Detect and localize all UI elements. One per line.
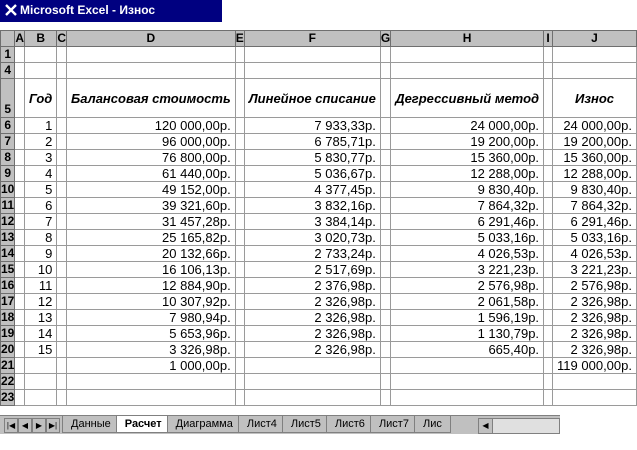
cell-degressive[interactable]: 9 830,40р. xyxy=(391,182,544,198)
column-header-B[interactable]: B xyxy=(25,31,57,47)
cell[interactable] xyxy=(544,182,553,198)
header-depreciation[interactable]: Износ xyxy=(553,79,637,118)
cell[interactable] xyxy=(57,63,67,79)
cell-residual-value[interactable]: 1 000,00р. xyxy=(67,358,236,374)
cell-depreciation[interactable]: 6 291,46р. xyxy=(553,214,637,230)
cell[interactable] xyxy=(57,79,67,118)
cell-degressive[interactable]: 6 291,46р. xyxy=(391,214,544,230)
cell-degressive[interactable]: 7 864,32р. xyxy=(391,198,544,214)
cell[interactable] xyxy=(553,390,637,406)
cell-degressive[interactable]: 2 576,98р. xyxy=(391,278,544,294)
table-row xyxy=(1,358,637,374)
cell[interactable] xyxy=(15,358,25,374)
cell[interactable] xyxy=(244,358,380,374)
cell-book-value[interactable]: 16 106,13р. xyxy=(67,262,236,278)
row-header[interactable]: 4 xyxy=(1,63,15,79)
cell[interactable] xyxy=(57,390,67,406)
cell[interactable] xyxy=(544,390,553,406)
cell[interactable] xyxy=(57,182,67,198)
table-row xyxy=(1,390,637,406)
select-all-corner[interactable] xyxy=(1,31,15,47)
cell[interactable] xyxy=(244,374,380,390)
cell[interactable] xyxy=(380,278,390,294)
row-header[interactable]: 10 xyxy=(1,182,15,196)
row-header[interactable]: 1 xyxy=(1,47,15,63)
cell[interactable] xyxy=(57,214,67,230)
cell[interactable] xyxy=(15,198,25,214)
sheet-tab[interactable]: Лис xyxy=(414,416,451,433)
cell[interactable] xyxy=(380,150,390,166)
cell-linear[interactable]: 2 376,98р. xyxy=(244,278,380,294)
table-row xyxy=(1,230,637,246)
cell[interactable] xyxy=(57,262,67,278)
cell[interactable] xyxy=(235,214,244,230)
sheet-tabs xyxy=(62,416,447,434)
cell[interactable] xyxy=(235,134,244,150)
cell-book-value[interactable]: 10 307,92р. xyxy=(67,294,236,310)
sheet-tab[interactable]: Лист5 xyxy=(282,416,330,433)
cell-depreciation[interactable]: 2 326,98р. xyxy=(553,326,637,342)
cell-book-value[interactable]: 20 132,66р. xyxy=(67,246,236,262)
cell-year[interactable]: 15 xyxy=(25,342,57,358)
cell[interactable] xyxy=(391,47,544,63)
cell[interactable] xyxy=(244,390,380,406)
cell[interactable] xyxy=(57,246,67,262)
cell-book-value[interactable]: 49 152,00р. xyxy=(67,182,236,198)
cell-degressive[interactable]: 2 061,58р. xyxy=(391,294,544,310)
cell[interactable] xyxy=(380,63,390,79)
cell[interactable] xyxy=(57,118,67,134)
cell[interactable] xyxy=(15,134,25,150)
cell-year[interactable]: 1 xyxy=(25,118,57,134)
table-row xyxy=(1,134,637,150)
cell[interactable] xyxy=(57,166,67,182)
cell-linear[interactable]: 3 832,16р. xyxy=(244,198,380,214)
row-header[interactable]: 5 xyxy=(1,79,15,118)
sheet-tab[interactable]: Лист6 xyxy=(326,416,374,433)
cell[interactable] xyxy=(380,79,390,118)
header-year[interactable]: Год xyxy=(25,79,57,118)
cell-linear[interactable]: 2 326,98р. xyxy=(244,310,380,326)
cell[interactable] xyxy=(235,246,244,262)
cell[interactable] xyxy=(235,358,244,374)
cell[interactable] xyxy=(235,198,244,214)
cell-year[interactable]: 7 xyxy=(25,214,57,230)
cell[interactable] xyxy=(553,47,637,63)
row-header[interactable]: 18 xyxy=(1,310,15,324)
cell[interactable] xyxy=(544,246,553,262)
cell[interactable] xyxy=(244,47,380,63)
horizontal-scrollbar[interactable] xyxy=(478,418,560,434)
column-header-G[interactable]: G xyxy=(380,31,391,45)
cell[interactable] xyxy=(15,390,25,406)
cell[interactable] xyxy=(15,278,25,294)
row-header[interactable]: 19 xyxy=(1,326,15,340)
table-row xyxy=(1,182,637,198)
cell[interactable] xyxy=(25,374,57,390)
table-row xyxy=(1,262,637,278)
cell[interactable] xyxy=(235,63,244,79)
cell[interactable] xyxy=(235,390,244,406)
window-title: Microsoft Excel - Износ xyxy=(20,3,156,17)
cell-book-value[interactable]: 7 980,94р. xyxy=(67,310,236,326)
cell-linear[interactable]: 3 384,14р. xyxy=(244,214,380,230)
table-row xyxy=(1,150,637,166)
cell[interactable] xyxy=(67,390,236,406)
cell-depreciation[interactable]: 2 326,98р. xyxy=(553,310,637,326)
cell[interactable] xyxy=(380,230,390,246)
cell[interactable] xyxy=(544,166,553,182)
cell[interactable] xyxy=(57,310,67,326)
cell[interactable] xyxy=(235,166,244,182)
cell[interactable] xyxy=(544,374,553,390)
cell[interactable] xyxy=(544,294,553,310)
cell-depreciation[interactable]: 7 864,32р. xyxy=(553,198,637,214)
cell-book-value[interactable]: 61 440,00р. xyxy=(67,166,236,182)
cell[interactable] xyxy=(391,374,544,390)
cell-book-value[interactable]: 31 457,28р. xyxy=(67,214,236,230)
cell[interactable] xyxy=(57,294,67,310)
column-header-H[interactable]: H xyxy=(391,31,544,47)
cell[interactable] xyxy=(15,118,25,134)
cell[interactable] xyxy=(25,358,57,374)
cell-book-value[interactable]: 76 800,00р. xyxy=(67,150,236,166)
cell-depreciation[interactable]: 19 200,00р. xyxy=(553,134,637,150)
cell-total-depreciation[interactable]: 119 000,00р. xyxy=(553,358,637,374)
cell[interactable] xyxy=(57,198,67,214)
cell[interactable] xyxy=(15,79,25,118)
cell[interactable] xyxy=(544,262,553,278)
cell[interactable] xyxy=(380,47,390,63)
cell[interactable] xyxy=(15,63,25,79)
row-header[interactable]: 21 xyxy=(1,358,15,372)
cell-linear[interactable]: 6 785,71р. xyxy=(244,134,380,150)
column-header-A[interactable]: A xyxy=(15,31,25,45)
sheet-tab[interactable]: Лист4 xyxy=(238,416,286,433)
cell[interactable] xyxy=(235,278,244,294)
column-header-F[interactable]: F xyxy=(244,31,380,47)
cell-depreciation[interactable]: 12 288,00р. xyxy=(553,166,637,182)
cell[interactable] xyxy=(544,150,553,166)
cell[interactable] xyxy=(544,198,553,214)
header-book-value[interactable]: Балансовая стоимость xyxy=(67,79,236,118)
sheet-tab[interactable]: Данные xyxy=(62,416,120,433)
cell-linear[interactable]: 3 020,73р. xyxy=(244,230,380,246)
cell[interactable] xyxy=(15,246,25,262)
cell-year[interactable]: 10 xyxy=(25,262,57,278)
cell[interactable] xyxy=(380,134,390,150)
cell[interactable] xyxy=(25,390,57,406)
cell[interactable] xyxy=(67,63,236,79)
row-header[interactable]: 23 xyxy=(1,390,15,404)
cell[interactable] xyxy=(380,262,390,278)
cell-year[interactable]: 11 xyxy=(25,278,57,294)
cell-book-value[interactable]: 25 165,82р. xyxy=(67,230,236,246)
cell[interactable] xyxy=(57,278,67,294)
cell[interactable] xyxy=(380,390,390,406)
cell-linear[interactable]: 2 326,98р. xyxy=(244,342,380,358)
cell[interactable] xyxy=(380,214,390,230)
cell[interactable] xyxy=(25,63,57,79)
table-row xyxy=(1,294,637,310)
cell-degressive[interactable]: 3 221,23р. xyxy=(391,262,544,278)
scroll-left-icon[interactable]: ◀ xyxy=(479,419,493,433)
row-header[interactable]: 22 xyxy=(1,374,15,388)
cell[interactable] xyxy=(15,310,25,326)
cell-depreciation[interactable]: 2 576,98р. xyxy=(553,278,637,294)
cell-degressive[interactable]: 4 026,53р. xyxy=(391,246,544,262)
cell[interactable] xyxy=(57,326,67,342)
cell[interactable] xyxy=(57,134,67,150)
cell-linear[interactable]: 2 326,98р. xyxy=(244,326,380,342)
spreadsheet-grid[interactable] xyxy=(0,30,632,415)
cell[interactable] xyxy=(544,79,553,118)
cell[interactable] xyxy=(235,310,244,326)
row-header[interactable]: 16 xyxy=(1,278,15,292)
cell[interactable] xyxy=(15,214,25,230)
next-sheet-button[interactable]: ▶ xyxy=(32,418,46,433)
sheet-tab[interactable]: Лист7 xyxy=(370,416,418,433)
table-row xyxy=(1,278,637,294)
cell[interactable] xyxy=(380,118,390,134)
row-header[interactable]: 17 xyxy=(1,294,15,308)
cell[interactable] xyxy=(57,374,67,390)
row-header[interactable]: 14 xyxy=(1,246,15,260)
cell-degressive[interactable]: 19 200,00р. xyxy=(391,134,544,150)
first-sheet-button[interactable]: |◀ xyxy=(4,418,18,433)
cell-book-value[interactable]: 120 000,00р. xyxy=(67,118,236,134)
cell-linear[interactable]: 2 326,98р. xyxy=(244,294,380,310)
cell-linear[interactable]: 5 036,67р. xyxy=(244,166,380,182)
cell[interactable] xyxy=(15,342,25,358)
cell-year[interactable]: 14 xyxy=(25,326,57,342)
cell[interactable] xyxy=(544,118,553,134)
cell[interactable] xyxy=(391,390,544,406)
row-header[interactable]: 15 xyxy=(1,262,15,276)
cell[interactable] xyxy=(544,63,553,79)
cell[interactable] xyxy=(15,166,25,182)
cell[interactable] xyxy=(380,326,390,342)
cell[interactable] xyxy=(553,374,637,390)
cell-depreciation[interactable]: 3 221,23р. xyxy=(553,262,637,278)
cell[interactable] xyxy=(235,79,244,118)
row-header[interactable]: 11 xyxy=(1,198,15,212)
cell[interactable] xyxy=(15,294,25,310)
cell[interactable] xyxy=(235,230,244,246)
cell-linear[interactable]: 5 830,77р. xyxy=(244,150,380,166)
cell-degressive[interactable]: 1 130,79р. xyxy=(391,326,544,342)
cell-linear[interactable]: 4 377,45р. xyxy=(244,182,380,198)
cell[interactable] xyxy=(380,358,390,374)
cell[interactable] xyxy=(235,326,244,342)
header-degressive[interactable]: Дегрессивный метод xyxy=(391,79,544,118)
cell[interactable] xyxy=(57,150,67,166)
column-header-C[interactable]: C xyxy=(57,31,67,45)
sheet-tab[interactable]: Диаграмма xyxy=(167,416,242,433)
cell-degressive[interactable]: 1 596,19р. xyxy=(391,310,544,326)
row-header[interactable]: 7 xyxy=(1,134,15,150)
cell-depreciation[interactable]: 2 326,98р. xyxy=(553,342,637,358)
column-header-D[interactable]: D xyxy=(67,31,236,47)
cell[interactable] xyxy=(544,134,553,150)
cell[interactable] xyxy=(544,47,553,63)
cell[interactable] xyxy=(235,182,244,198)
cell[interactable] xyxy=(67,47,236,63)
column-header-I[interactable]: I xyxy=(544,31,553,47)
cell-book-value[interactable]: 3 326,98р. xyxy=(67,342,236,358)
row-header[interactable]: 12 xyxy=(1,214,15,228)
row-header[interactable]: 20 xyxy=(1,342,15,356)
cell-depreciation[interactable]: 2 326,98р. xyxy=(553,294,637,310)
cell-degressive[interactable]: 12 288,00р. xyxy=(391,166,544,182)
excel-logo-icon xyxy=(4,3,18,17)
cell-degressive[interactable]: 15 360,00р. xyxy=(391,150,544,166)
cell[interactable] xyxy=(544,310,553,326)
cell[interactable] xyxy=(235,118,244,134)
table-row xyxy=(1,166,637,182)
cell[interactable] xyxy=(544,358,553,374)
cell[interactable] xyxy=(380,310,390,326)
cell[interactable] xyxy=(15,374,25,390)
cell[interactable] xyxy=(380,342,390,358)
cell-year[interactable]: 6 xyxy=(25,198,57,214)
cell[interactable] xyxy=(15,230,25,246)
cell[interactable] xyxy=(57,230,67,246)
cell-book-value[interactable]: 39 321,60р. xyxy=(67,198,236,214)
row-header[interactable]: 8 xyxy=(1,150,15,166)
cell[interactable] xyxy=(15,262,25,278)
cell-year[interactable]: 4 xyxy=(25,166,57,182)
cell[interactable] xyxy=(380,294,390,310)
table-row xyxy=(1,118,637,134)
cell-book-value[interactable]: 12 884,90р. xyxy=(67,278,236,294)
table-row xyxy=(1,198,637,214)
table-row xyxy=(1,214,637,230)
cell-year[interactable]: 9 xyxy=(25,246,57,262)
cell[interactable] xyxy=(544,230,553,246)
cell-linear[interactable]: 2 733,24р. xyxy=(244,246,380,262)
cell[interactable] xyxy=(544,326,553,342)
column-header-J[interactable]: J xyxy=(553,31,637,47)
table-row xyxy=(1,246,637,262)
cell[interactable] xyxy=(235,150,244,166)
cell[interactable] xyxy=(544,278,553,294)
cell-depreciation[interactable]: 24 000,00р. xyxy=(553,118,637,134)
table-row xyxy=(1,326,637,342)
cell[interactable] xyxy=(15,182,25,198)
cell-linear[interactable]: 7 933,33р. xyxy=(244,118,380,134)
cell-year[interactable]: 8 xyxy=(25,230,57,246)
cell[interactable] xyxy=(235,374,244,390)
cell[interactable] xyxy=(15,326,25,342)
cell-year[interactable]: 12 xyxy=(25,294,57,310)
sheet-table xyxy=(0,30,637,406)
cell-year[interactable]: 2 xyxy=(25,134,57,150)
cell[interactable] xyxy=(553,63,637,79)
header-linear[interactable]: Линейное списание xyxy=(244,79,380,118)
cell[interactable] xyxy=(391,358,544,374)
cell[interactable] xyxy=(391,63,544,79)
cell[interactable] xyxy=(67,374,236,390)
sheet-tab-bar xyxy=(0,415,560,434)
cell-year[interactable]: 13 xyxy=(25,310,57,326)
cell-depreciation[interactable]: 4 026,53р. xyxy=(553,246,637,262)
cell[interactable] xyxy=(380,198,390,214)
prev-sheet-button[interactable]: ◀ xyxy=(18,418,32,433)
title-bar xyxy=(0,0,222,22)
column-header-E[interactable]: E xyxy=(235,31,244,45)
cell[interactable] xyxy=(544,342,553,358)
cell-degressive[interactable]: 665,40р. xyxy=(391,342,544,358)
cell-depreciation[interactable]: 9 830,40р. xyxy=(553,182,637,198)
table-row xyxy=(1,310,637,326)
cell[interactable] xyxy=(235,47,244,63)
cell-depreciation[interactable]: 5 033,16р. xyxy=(553,230,637,246)
row-header[interactable]: 9 xyxy=(1,166,15,182)
cell-linear[interactable]: 2 517,69р. xyxy=(244,262,380,278)
cell[interactable] xyxy=(57,358,67,374)
cell[interactable] xyxy=(235,342,244,358)
cell[interactable] xyxy=(544,214,553,230)
cell[interactable] xyxy=(380,246,390,262)
cell[interactable] xyxy=(57,342,67,358)
cell[interactable] xyxy=(380,166,390,182)
cell-degressive[interactable]: 5 033,16р. xyxy=(391,230,544,246)
cell-degressive[interactable]: 24 000,00р. xyxy=(391,118,544,134)
row-header[interactable]: 6 xyxy=(1,118,15,134)
cell-depreciation[interactable]: 15 360,00р. xyxy=(553,150,637,166)
table-row xyxy=(1,374,637,390)
cell[interactable] xyxy=(380,374,390,390)
cell-book-value[interactable]: 5 653,96р. xyxy=(67,326,236,342)
cell[interactable] xyxy=(15,47,25,63)
cell[interactable] xyxy=(235,294,244,310)
row-header[interactable]: 13 xyxy=(1,230,15,244)
cell[interactable] xyxy=(57,47,67,63)
last-sheet-button[interactable]: ▶| xyxy=(46,418,60,433)
cell-year[interactable]: 3 xyxy=(25,150,57,166)
cell-book-value[interactable]: 96 000,00р. xyxy=(67,134,236,150)
sheet-tab[interactable]: Расчет xyxy=(116,416,171,433)
cell[interactable] xyxy=(15,150,25,166)
cell[interactable] xyxy=(235,262,244,278)
cell[interactable] xyxy=(380,182,390,198)
table-row xyxy=(1,342,637,358)
cell-year[interactable]: 5 xyxy=(25,182,57,198)
cell[interactable] xyxy=(244,63,380,79)
cell[interactable] xyxy=(25,47,57,63)
